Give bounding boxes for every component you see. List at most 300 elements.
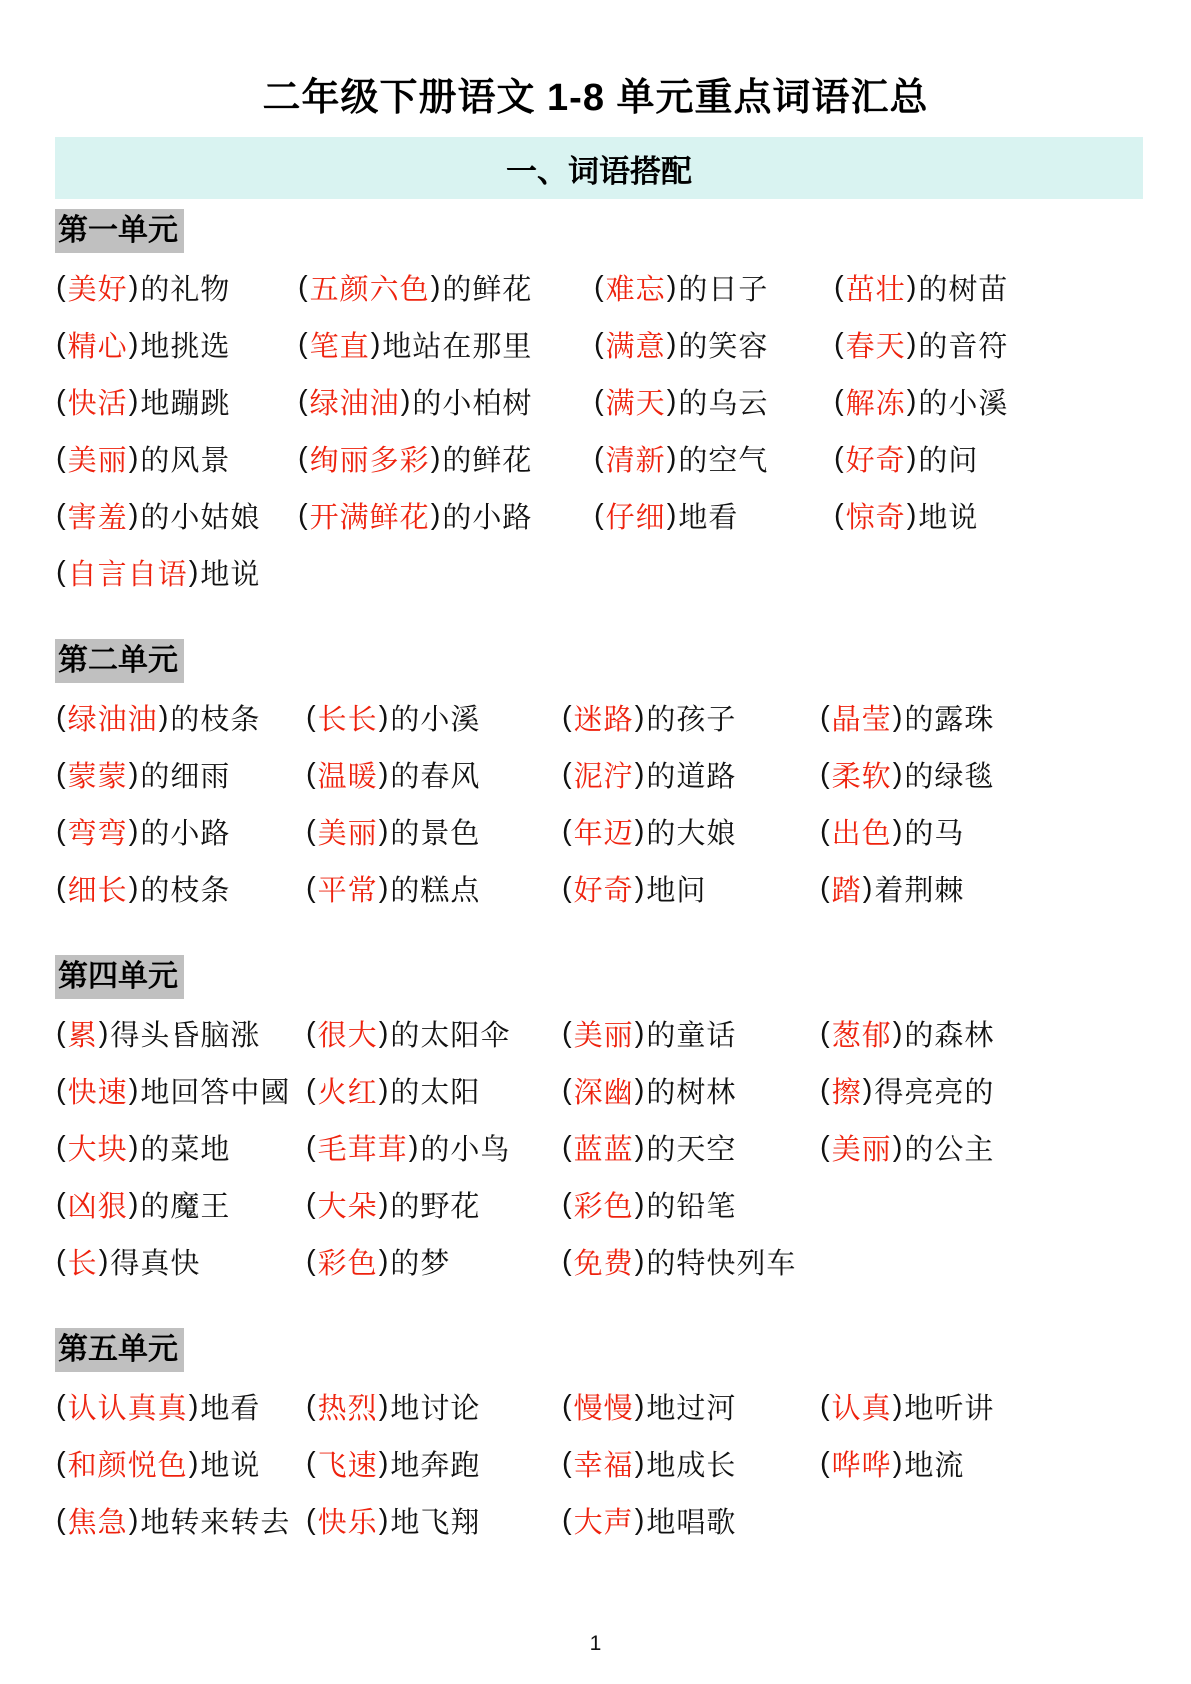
- phrase: [297, 487, 593, 544]
- phrase: [55, 1005, 305, 1062]
- phrase-tail: 地挑选: [140, 331, 231, 363]
- phrase-tail: 的绿毯: [904, 761, 995, 793]
- phrase-keyword: 凶狠: [67, 1191, 128, 1223]
- unit-grid: [0, 1378, 1191, 1549]
- paren-open-glyph: (: [306, 1017, 317, 1049]
- paren-open-glyph: (: [820, 758, 831, 790]
- phrase: [819, 1062, 1191, 1119]
- phrase-tail: 地流: [904, 1450, 965, 1482]
- paren-close-glyph: ): [666, 271, 678, 303]
- phrase: [55, 1176, 305, 1233]
- paren-open-glyph: (: [562, 1245, 573, 1277]
- phrase-tail: 地成长: [646, 1450, 737, 1482]
- paren-open-glyph: (: [820, 701, 831, 733]
- phrase-keyword: 弯弯: [67, 818, 128, 850]
- paren-open-glyph: (: [562, 815, 573, 847]
- paren-open-glyph: (: [306, 1188, 317, 1220]
- empty-cell: [819, 1233, 1191, 1290]
- phrase: [561, 1062, 819, 1119]
- phrase: [305, 1233, 561, 1290]
- phrase-tail: 的礼物: [140, 274, 231, 306]
- paren-close-glyph: ): [430, 442, 442, 474]
- phrase-keyword: 彩色: [317, 1248, 378, 1280]
- paren-open-glyph: (: [298, 271, 309, 303]
- phrase-tail: 的公主: [904, 1134, 995, 1166]
- phrase-tail: 的春风: [390, 761, 481, 793]
- empty-cell: [297, 544, 593, 601]
- paren-open-glyph: (: [56, 271, 67, 303]
- paren-open-glyph: (: [56, 1245, 67, 1277]
- phrase-tail: 的问: [918, 445, 979, 477]
- section-banner-label: 一、词语搭配: [506, 153, 692, 189]
- phrase: [833, 430, 1191, 487]
- page-title: 二年级下册语文 1-8 单元重点词语汇总: [262, 77, 929, 119]
- phrase-tail: 的魔王: [140, 1191, 231, 1223]
- phrase-keyword: 绿油油: [67, 704, 158, 736]
- phrase-tail: 的小姑娘: [140, 502, 261, 534]
- phrase-tail: 的菜地: [140, 1134, 231, 1166]
- paren-open-glyph: (: [834, 328, 845, 360]
- paren-open-glyph: (: [56, 328, 67, 360]
- phrase-tail: 地站在那里: [382, 331, 533, 363]
- paren-open-glyph: (: [562, 758, 573, 790]
- phrase: [297, 373, 593, 430]
- phrase-keyword: 大朵: [317, 1191, 378, 1223]
- paren-open-glyph: (: [562, 1390, 573, 1422]
- paren-open-glyph: (: [562, 1131, 573, 1163]
- phrase: [833, 316, 1191, 373]
- paren-close-glyph: ): [634, 1504, 646, 1536]
- unit-section: [0, 639, 1191, 917]
- paren-close-glyph: ): [400, 385, 412, 417]
- paren-close-glyph: ): [634, 1074, 646, 1106]
- paren-open-glyph: (: [56, 556, 67, 588]
- phrase: [561, 746, 819, 803]
- phrase-tail: 的太阳伞: [390, 1020, 511, 1052]
- paren-open-glyph: (: [562, 1504, 573, 1536]
- paren-open-glyph: (: [56, 1504, 67, 1536]
- paren-close-glyph: ): [892, 1131, 904, 1163]
- paren-close-glyph: ): [378, 872, 390, 904]
- unit-grid: [0, 259, 1191, 601]
- phrase-keyword: 美丽: [67, 445, 128, 477]
- paren-open-glyph: (: [562, 1188, 573, 1220]
- phrase: [561, 1119, 819, 1176]
- paren-open-glyph: (: [834, 385, 845, 417]
- phrase: [55, 487, 297, 544]
- phrase: [55, 689, 305, 746]
- phrase-tail: 的道路: [646, 761, 737, 793]
- phrase: [593, 316, 833, 373]
- phrase-keyword: 绚丽多彩: [309, 445, 430, 477]
- paren-open-glyph: (: [306, 1245, 317, 1277]
- phrase: [561, 1233, 819, 1290]
- phrase: [55, 1233, 305, 1290]
- phrase-tail: 的糕点: [390, 875, 481, 907]
- phrase: [305, 1378, 561, 1435]
- phrase-keyword: 快乐: [317, 1507, 378, 1539]
- phrase-tail: 的鲜花: [442, 445, 533, 477]
- phrase-tail: 地问: [646, 875, 707, 907]
- phrase-tail: 的景色: [390, 818, 481, 850]
- paren-open-glyph: (: [56, 815, 67, 847]
- phrase: [297, 259, 593, 316]
- phrase-tail: 的马: [904, 818, 965, 850]
- paren-open-glyph: (: [56, 442, 67, 474]
- paren-close-glyph: ): [128, 385, 140, 417]
- paren-close-glyph: ): [378, 758, 390, 790]
- paren-close-glyph: ): [906, 385, 918, 417]
- phrase-keyword: 好奇: [573, 875, 634, 907]
- phrase-tail: 地听讲: [904, 1393, 995, 1425]
- phrase-keyword: 葱郁: [831, 1020, 892, 1052]
- phrase: [593, 373, 833, 430]
- paren-open-glyph: (: [56, 1188, 67, 1220]
- paren-close-glyph: ): [906, 271, 918, 303]
- paren-close-glyph: ): [378, 701, 390, 733]
- paren-open-glyph: (: [56, 1074, 67, 1106]
- paren-close-glyph: ): [906, 499, 918, 531]
- unit-header: 第四单元: [55, 955, 184, 999]
- paren-close-glyph: ): [128, 1074, 140, 1106]
- phrase-tail: 的风景: [140, 445, 231, 477]
- paren-open-glyph: (: [820, 872, 831, 904]
- phrase-keyword: 蒙蒙: [67, 761, 128, 793]
- phrase-tail: 的大娘: [646, 818, 737, 850]
- paren-open-glyph: (: [820, 1447, 831, 1479]
- paren-close-glyph: ): [378, 1188, 390, 1220]
- phrase-keyword: 慢慢: [573, 1393, 634, 1425]
- paren-close-glyph: ): [666, 328, 678, 360]
- phrase: [819, 1378, 1191, 1435]
- page-number: 1: [589, 1632, 602, 1655]
- phrase-tail: 着荆棘: [874, 875, 965, 907]
- paren-close-glyph: ): [634, 815, 646, 847]
- phrase: [561, 1492, 819, 1549]
- phrase-keyword: 满天: [605, 388, 666, 420]
- phrase-tail: 的梦: [390, 1248, 451, 1280]
- phrase-tail: 的小溪: [918, 388, 1009, 420]
- paren-close-glyph: ): [128, 1188, 140, 1220]
- paren-close-glyph: ): [378, 815, 390, 847]
- phrase-tail: 的枝条: [140, 875, 231, 907]
- paren-close-glyph: ): [892, 1390, 904, 1422]
- phrase-tail: 的树林: [646, 1077, 737, 1109]
- phrase-keyword: 迷路: [573, 704, 634, 736]
- phrase-tail: 地过河: [646, 1393, 737, 1425]
- paren-open-glyph: (: [56, 1017, 67, 1049]
- phrase: [55, 430, 297, 487]
- phrase-tail: 的小路: [442, 502, 533, 534]
- paren-close-glyph: ): [634, 758, 646, 790]
- phrase-tail: 地说: [200, 1450, 261, 1482]
- phrase-keyword: 细长: [67, 875, 128, 907]
- paren-open-glyph: (: [594, 385, 605, 417]
- phrase-keyword: 毛茸茸: [317, 1134, 408, 1166]
- phrase-keyword: 免费: [573, 1248, 634, 1280]
- phrase: [55, 1119, 305, 1176]
- paren-open-glyph: (: [562, 1017, 573, 1049]
- phrase-tail: 得真快: [110, 1248, 201, 1280]
- phrase-tail: 的细雨: [140, 761, 231, 793]
- phrase: [305, 1005, 561, 1062]
- phrase: [593, 487, 833, 544]
- phrase-tail: 的乌云: [678, 388, 769, 420]
- paren-close-glyph: ): [128, 872, 140, 904]
- phrase-tail: 的铅笔: [646, 1191, 737, 1223]
- paren-close-glyph: ): [634, 1131, 646, 1163]
- paren-open-glyph: (: [56, 385, 67, 417]
- paren-close-glyph: ): [892, 815, 904, 847]
- paren-open-glyph: (: [594, 442, 605, 474]
- paren-close-glyph: ): [128, 1504, 140, 1536]
- phrase-tail: 的小溪: [390, 704, 481, 736]
- phrase: [305, 746, 561, 803]
- paren-close-glyph: ): [430, 271, 442, 303]
- phrase: [305, 689, 561, 746]
- phrase-keyword: 美丽: [317, 818, 378, 850]
- paren-open-glyph: (: [306, 1447, 317, 1479]
- phrase-tail: 地回答中國: [140, 1077, 291, 1109]
- paren-open-glyph: (: [56, 1131, 67, 1163]
- phrase-keyword: 美丽: [831, 1134, 892, 1166]
- phrase-keyword: 幸福: [573, 1450, 634, 1482]
- phrase-keyword: 泥泞: [573, 761, 634, 793]
- paren-open-glyph: (: [594, 328, 605, 360]
- phrase: [55, 746, 305, 803]
- phrase: [561, 860, 819, 917]
- phrase-tail: 的日子: [678, 274, 769, 306]
- paren-open-glyph: (: [562, 872, 573, 904]
- phrase-keyword: 五颜六色: [309, 274, 430, 306]
- paren-close-glyph: ): [370, 328, 382, 360]
- paren-close-glyph: ): [128, 499, 140, 531]
- phrase: [833, 487, 1191, 544]
- phrase-tail: 的空气: [678, 445, 769, 477]
- phrase-keyword: 清新: [605, 445, 666, 477]
- paren-open-glyph: (: [562, 701, 573, 733]
- phrase-keyword: 绿油油: [309, 388, 400, 420]
- paren-open-glyph: (: [298, 499, 309, 531]
- paren-open-glyph: (: [562, 1074, 573, 1106]
- phrase-tail: 的笑容: [678, 331, 769, 363]
- paren-open-glyph: (: [594, 499, 605, 531]
- unit-header: 第二单元: [55, 639, 184, 683]
- paren-close-glyph: ): [128, 271, 140, 303]
- empty-cell: [819, 1492, 1191, 1549]
- paren-open-glyph: (: [594, 271, 605, 303]
- phrase-keyword: 蓝蓝: [573, 1134, 634, 1166]
- paren-close-glyph: ): [128, 442, 140, 474]
- paren-open-glyph: (: [562, 1447, 573, 1479]
- paren-close-glyph: ): [906, 328, 918, 360]
- paren-close-glyph: ): [892, 701, 904, 733]
- phrase-tail: 的小柏树: [412, 388, 533, 420]
- phrase-tail: 的小路: [140, 818, 231, 850]
- paren-close-glyph: ): [158, 701, 170, 733]
- phrase: [819, 860, 1191, 917]
- phrase: [819, 803, 1191, 860]
- empty-cell: [819, 1176, 1191, 1233]
- phrase: [305, 803, 561, 860]
- paren-open-glyph: (: [820, 1390, 831, 1422]
- phrase-keyword: 大块: [67, 1134, 128, 1166]
- paren-close-glyph: ): [906, 442, 918, 474]
- phrase: [305, 1062, 561, 1119]
- phrase: [561, 803, 819, 860]
- phrase: [55, 373, 297, 430]
- phrase-tail: 的孩子: [646, 704, 737, 736]
- paren-open-glyph: (: [56, 1447, 67, 1479]
- phrase-keyword: 深幽: [573, 1077, 634, 1109]
- phrase: [297, 316, 593, 373]
- paren-close-glyph: ): [862, 1074, 874, 1106]
- phrase: [305, 1119, 561, 1176]
- phrase-keyword: 精心: [67, 331, 128, 363]
- phrase-keyword: 认认真真: [67, 1393, 188, 1425]
- phrase-keyword: 飞速: [317, 1450, 378, 1482]
- phrase-keyword: 美丽: [573, 1020, 634, 1052]
- paren-close-glyph: ): [98, 1017, 110, 1049]
- paren-close-glyph: ): [430, 499, 442, 531]
- paren-open-glyph: (: [820, 1131, 831, 1163]
- phrase-keyword: 满意: [605, 331, 666, 363]
- phrase: [819, 1005, 1191, 1062]
- phrase-tail: 地说: [918, 502, 979, 534]
- phrase: [819, 1435, 1191, 1492]
- paren-open-glyph: (: [298, 328, 309, 360]
- phrase-keyword: 累: [67, 1020, 98, 1052]
- phrase: [55, 1062, 305, 1119]
- unit-header: 第五单元: [55, 1328, 184, 1372]
- phrase-keyword: 惊奇: [845, 502, 906, 534]
- phrase-keyword: 认真: [831, 1393, 892, 1425]
- paren-open-glyph: (: [306, 1131, 317, 1163]
- paren-close-glyph: ): [892, 1447, 904, 1479]
- paren-open-glyph: (: [834, 499, 845, 531]
- phrase-keyword: 开满鲜花: [309, 502, 430, 534]
- phrase-keyword: 温暖: [317, 761, 378, 793]
- paren-close-glyph: ): [128, 1131, 140, 1163]
- paren-close-glyph: ): [862, 872, 874, 904]
- phrase: [561, 1435, 819, 1492]
- paren-open-glyph: (: [834, 271, 845, 303]
- phrase-tail: 地飞翔: [390, 1507, 481, 1539]
- paren-close-glyph: ): [378, 1504, 390, 1536]
- phrase-keyword: 好奇: [845, 445, 906, 477]
- phrase-keyword: 晶莹: [831, 704, 892, 736]
- paren-close-glyph: ): [634, 1390, 646, 1422]
- paren-close-glyph: ): [634, 1447, 646, 1479]
- phrase-keyword: 很大: [317, 1020, 378, 1052]
- phrase: [561, 1176, 819, 1233]
- paren-open-glyph: (: [820, 815, 831, 847]
- phrase: [305, 1176, 561, 1233]
- phrase-tail: 地唱歌: [646, 1507, 737, 1539]
- paren-close-glyph: ): [634, 1245, 646, 1277]
- phrase-tail: 的天空: [646, 1134, 737, 1166]
- phrase-keyword: 难忘: [605, 274, 666, 306]
- phrase: [55, 316, 297, 373]
- phrase-keyword: 害羞: [67, 502, 128, 534]
- phrase: [593, 259, 833, 316]
- phrase-tail: 的树苗: [918, 274, 1009, 306]
- paren-open-glyph: (: [834, 442, 845, 474]
- paren-close-glyph: ): [634, 701, 646, 733]
- phrase: [305, 1435, 561, 1492]
- paren-open-glyph: (: [56, 499, 67, 531]
- phrase: [833, 373, 1191, 430]
- phrase: [593, 430, 833, 487]
- phrase-keyword: 仔细: [605, 502, 666, 534]
- phrase: [833, 259, 1191, 316]
- phrase-tail: 的童话: [646, 1020, 737, 1052]
- paren-open-glyph: (: [298, 385, 309, 417]
- paren-open-glyph: (: [306, 701, 317, 733]
- unit-section: [0, 1328, 1191, 1549]
- phrase: [55, 860, 305, 917]
- paren-close-glyph: ): [378, 1447, 390, 1479]
- phrase-tail: 地看: [200, 1393, 261, 1425]
- phrase-keyword: 彩色: [573, 1191, 634, 1223]
- phrase: [55, 803, 305, 860]
- phrase: [55, 1435, 305, 1492]
- phrase-tail: 地蹦跳: [140, 388, 231, 420]
- paren-close-glyph: ): [666, 385, 678, 417]
- paren-close-glyph: ): [98, 1245, 110, 1277]
- paren-close-glyph: ): [666, 442, 678, 474]
- phrase-tail: 的野花: [390, 1191, 481, 1223]
- empty-cell: [833, 544, 1191, 601]
- paren-open-glyph: (: [306, 1074, 317, 1106]
- paren-close-glyph: ): [378, 1017, 390, 1049]
- phrase: [305, 860, 561, 917]
- phrase: [55, 544, 297, 601]
- phrase: [819, 746, 1191, 803]
- phrase-tail: 的鲜花: [442, 274, 533, 306]
- phrase-keyword: 出色: [831, 818, 892, 850]
- phrase-tail: 得头昏脑涨: [110, 1020, 261, 1052]
- paren-open-glyph: (: [306, 1390, 317, 1422]
- paren-open-glyph: (: [306, 872, 317, 904]
- paren-open-glyph: (: [56, 1390, 67, 1422]
- paren-close-glyph: ): [634, 872, 646, 904]
- paren-open-glyph: (: [306, 815, 317, 847]
- phrase-tail: 的露珠: [904, 704, 995, 736]
- phrase: [561, 1378, 819, 1435]
- phrase: [55, 1492, 305, 1549]
- paren-close-glyph: ): [128, 328, 140, 360]
- phrase-keyword: 平常: [317, 875, 378, 907]
- phrase-tail: 的枝条: [170, 704, 261, 736]
- phrase-tail: 地转来转去: [140, 1507, 291, 1539]
- paren-open-glyph: (: [306, 758, 317, 790]
- phrase-tail: 得亮亮的: [874, 1077, 995, 1109]
- unit-section: [0, 209, 1191, 601]
- unit-section: [0, 955, 1191, 1290]
- phrase-tail: 地说: [200, 559, 261, 591]
- paren-open-glyph: (: [298, 442, 309, 474]
- phrase-tail: 地看: [678, 502, 739, 534]
- phrase-tail: 的太阳: [390, 1077, 481, 1109]
- phrase-keyword: 柔软: [831, 761, 892, 793]
- phrase-keyword: 美好: [67, 274, 128, 306]
- phrase-keyword: 快速: [67, 1077, 128, 1109]
- phrase: [55, 259, 297, 316]
- paren-close-glyph: ): [666, 499, 678, 531]
- phrase-keyword: 快活: [67, 388, 128, 420]
- phrase-tail: 的小鸟: [420, 1134, 511, 1166]
